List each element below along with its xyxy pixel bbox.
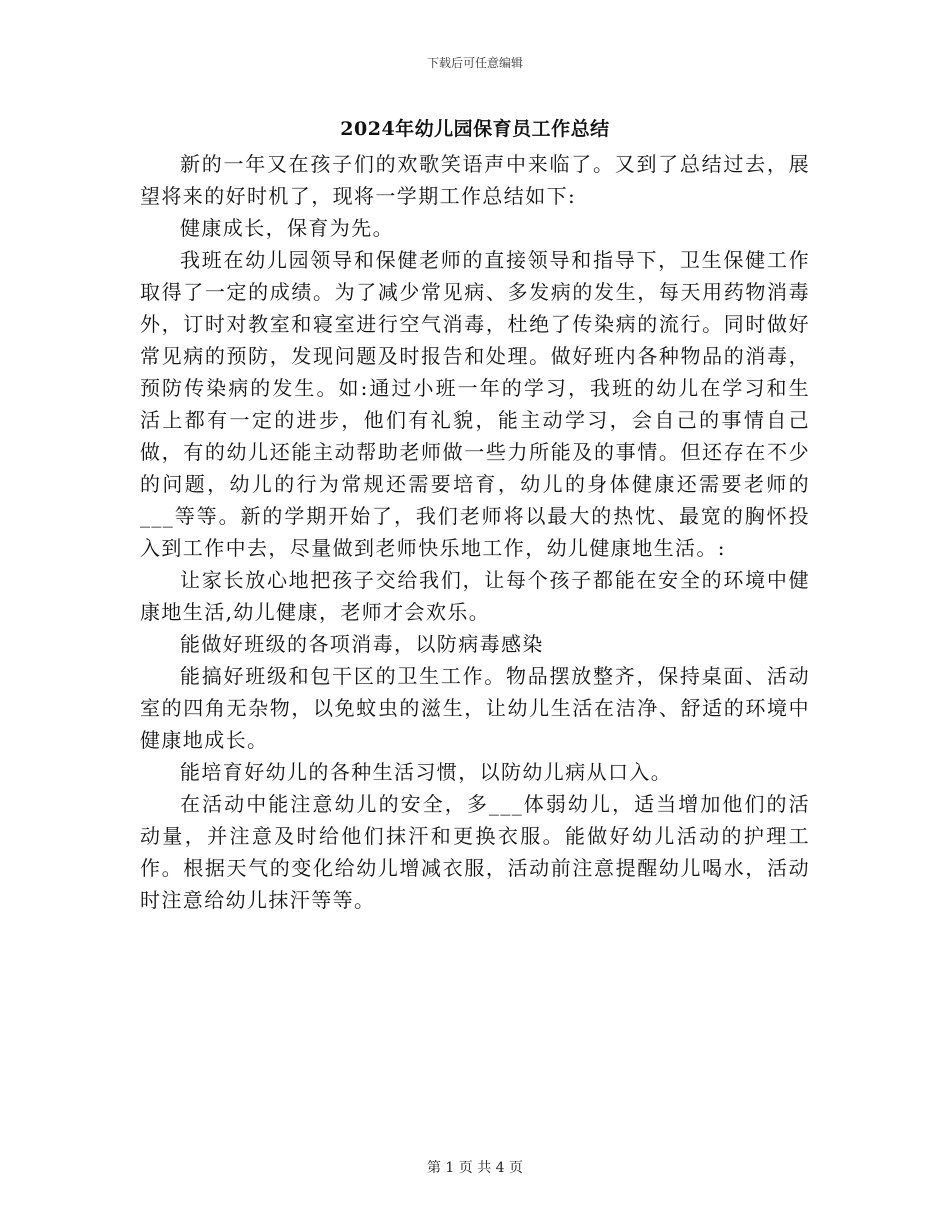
document-title: 2024年幼儿园保育员工作总结 — [340, 118, 610, 140]
paragraph-disinfection: 能做好班级的各项消毒，以防病毒感染 — [180, 632, 544, 656]
paragraph-hygiene-work: 我班在幼儿园领导和保健老师的直接领导和指导下，卫生保健工作取得了一定的成绩。为了减少常见病、多发病的发生，每天用药物消毒外，订时对教室和寝室进行空气消毒，杜绝了传染病的流行。同时做好常见病的预防，发现问题及时报告和处理。做好班内各种物品的消毒，预防传染病的发生。如:通过小班一年的学习，我班的幼儿在学习和生活上都有一定的进步，他们有礼貌，能主动学习，会自己的事情自己做，有的幼儿还能主动帮助老师做一些力所能及的事情。但还存在不少的问题，幼儿的行为常规还需要培育，幼儿的身体健康还需要老师的___等等。新的学期开始了，我们老师将以最大的热忱、最宽的胸怀投入到工作中去，尽量做到老师快乐地工作，幼儿健康地生活。: — [140, 248, 810, 560]
paragraph-cleaning: 能搞好班级和包干区的卫生工作。物品摆放整齐，保持桌面、活动室的四角无杂物，以免蚊虫的滋生，让幼儿生活在洁净、舒适的环境中健康地成长。 — [140, 664, 810, 752]
paragraph-safety: 在活动中能注意幼儿的安全，多___体弱幼儿，适当增加他们的活动量，并注意及时给他们抹汗和更换衣服。能做好幼儿活动的护理工作。根据天气的变化给幼儿增减衣服，活动前注意提醒幼儿喝水，活动时注意给幼儿抹汗等等。 — [140, 792, 810, 912]
page-header: 下载后可任意编辑 — [426, 56, 523, 70]
paragraph-parents-trust: 让家长放心地把孩子交给我们，让每个孩子都能在安全的环境中健康地生活,幼儿健康，老师才会欢乐。 — [140, 568, 810, 624]
paragraph-heading-health: 健康成长，保育为先。 — [180, 216, 394, 240]
document-body — [140, 148, 810, 916]
page-number: 第 1 页 共 4 页 — [426, 1160, 524, 1176]
paragraph-intro: 新的一年又在孩子们的欢歌笑语声中来临了。又到了总结过去，展望将来的好时机了，现将一学期工作总结如下: — [140, 152, 810, 208]
paragraph-habits: 能培育好幼儿的各种生活习惯，以防幼儿病从口入。 — [180, 760, 673, 784]
